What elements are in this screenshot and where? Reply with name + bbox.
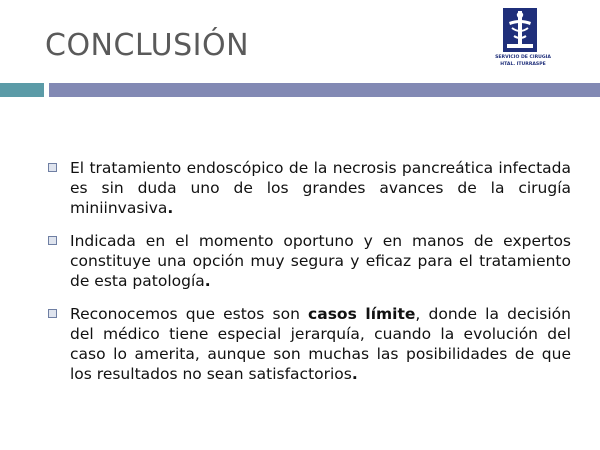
slide-title: CONCLUSIÓN bbox=[45, 28, 250, 63]
bullet-text: Indicada en el momento oportuno y en manos de expertos constituye una opción muy segura y eficaz para el tratamiento de esta patología bbox=[70, 232, 571, 290]
logo-text-hospital: HTAL. ITURRASPE bbox=[500, 62, 546, 67]
header-bar-left bbox=[0, 83, 44, 97]
bullet-bold-text: . bbox=[204, 272, 211, 290]
bullet-text: El tratamiento endoscópico de la necrosis pancreática infectada es sin duda uno de los grandes avances de la cirugía miniinvasiva bbox=[70, 159, 571, 217]
logo-text-service: SERVICIO DE CIRUGIA bbox=[495, 55, 551, 60]
square-bullet-icon bbox=[48, 309, 57, 318]
square-bullet-icon bbox=[48, 163, 57, 172]
bullet-item bbox=[46, 304, 571, 384]
surgery-service-logo-icon bbox=[503, 8, 537, 52]
bullet-bold-text: . bbox=[167, 199, 174, 217]
square-bullet-icon bbox=[48, 236, 57, 245]
bullet-bold-text: . bbox=[351, 365, 358, 383]
hospital-logo bbox=[488, 8, 558, 70]
bullet-item bbox=[46, 158, 571, 218]
bullet-text-continued: , donde la decisión del médico tiene especial jerarquía, cuando la evolución del caso lo amerita, aunque son muchas las posibilidades de que los resultados no sean satisfactorios bbox=[70, 305, 571, 383]
bullet-list bbox=[46, 158, 571, 397]
bullet-text: Reconocemos que estos son bbox=[70, 305, 309, 323]
bullet-item bbox=[46, 231, 571, 291]
bullet-bold-text: casos límite bbox=[308, 305, 416, 323]
header-bar-right bbox=[49, 83, 600, 97]
